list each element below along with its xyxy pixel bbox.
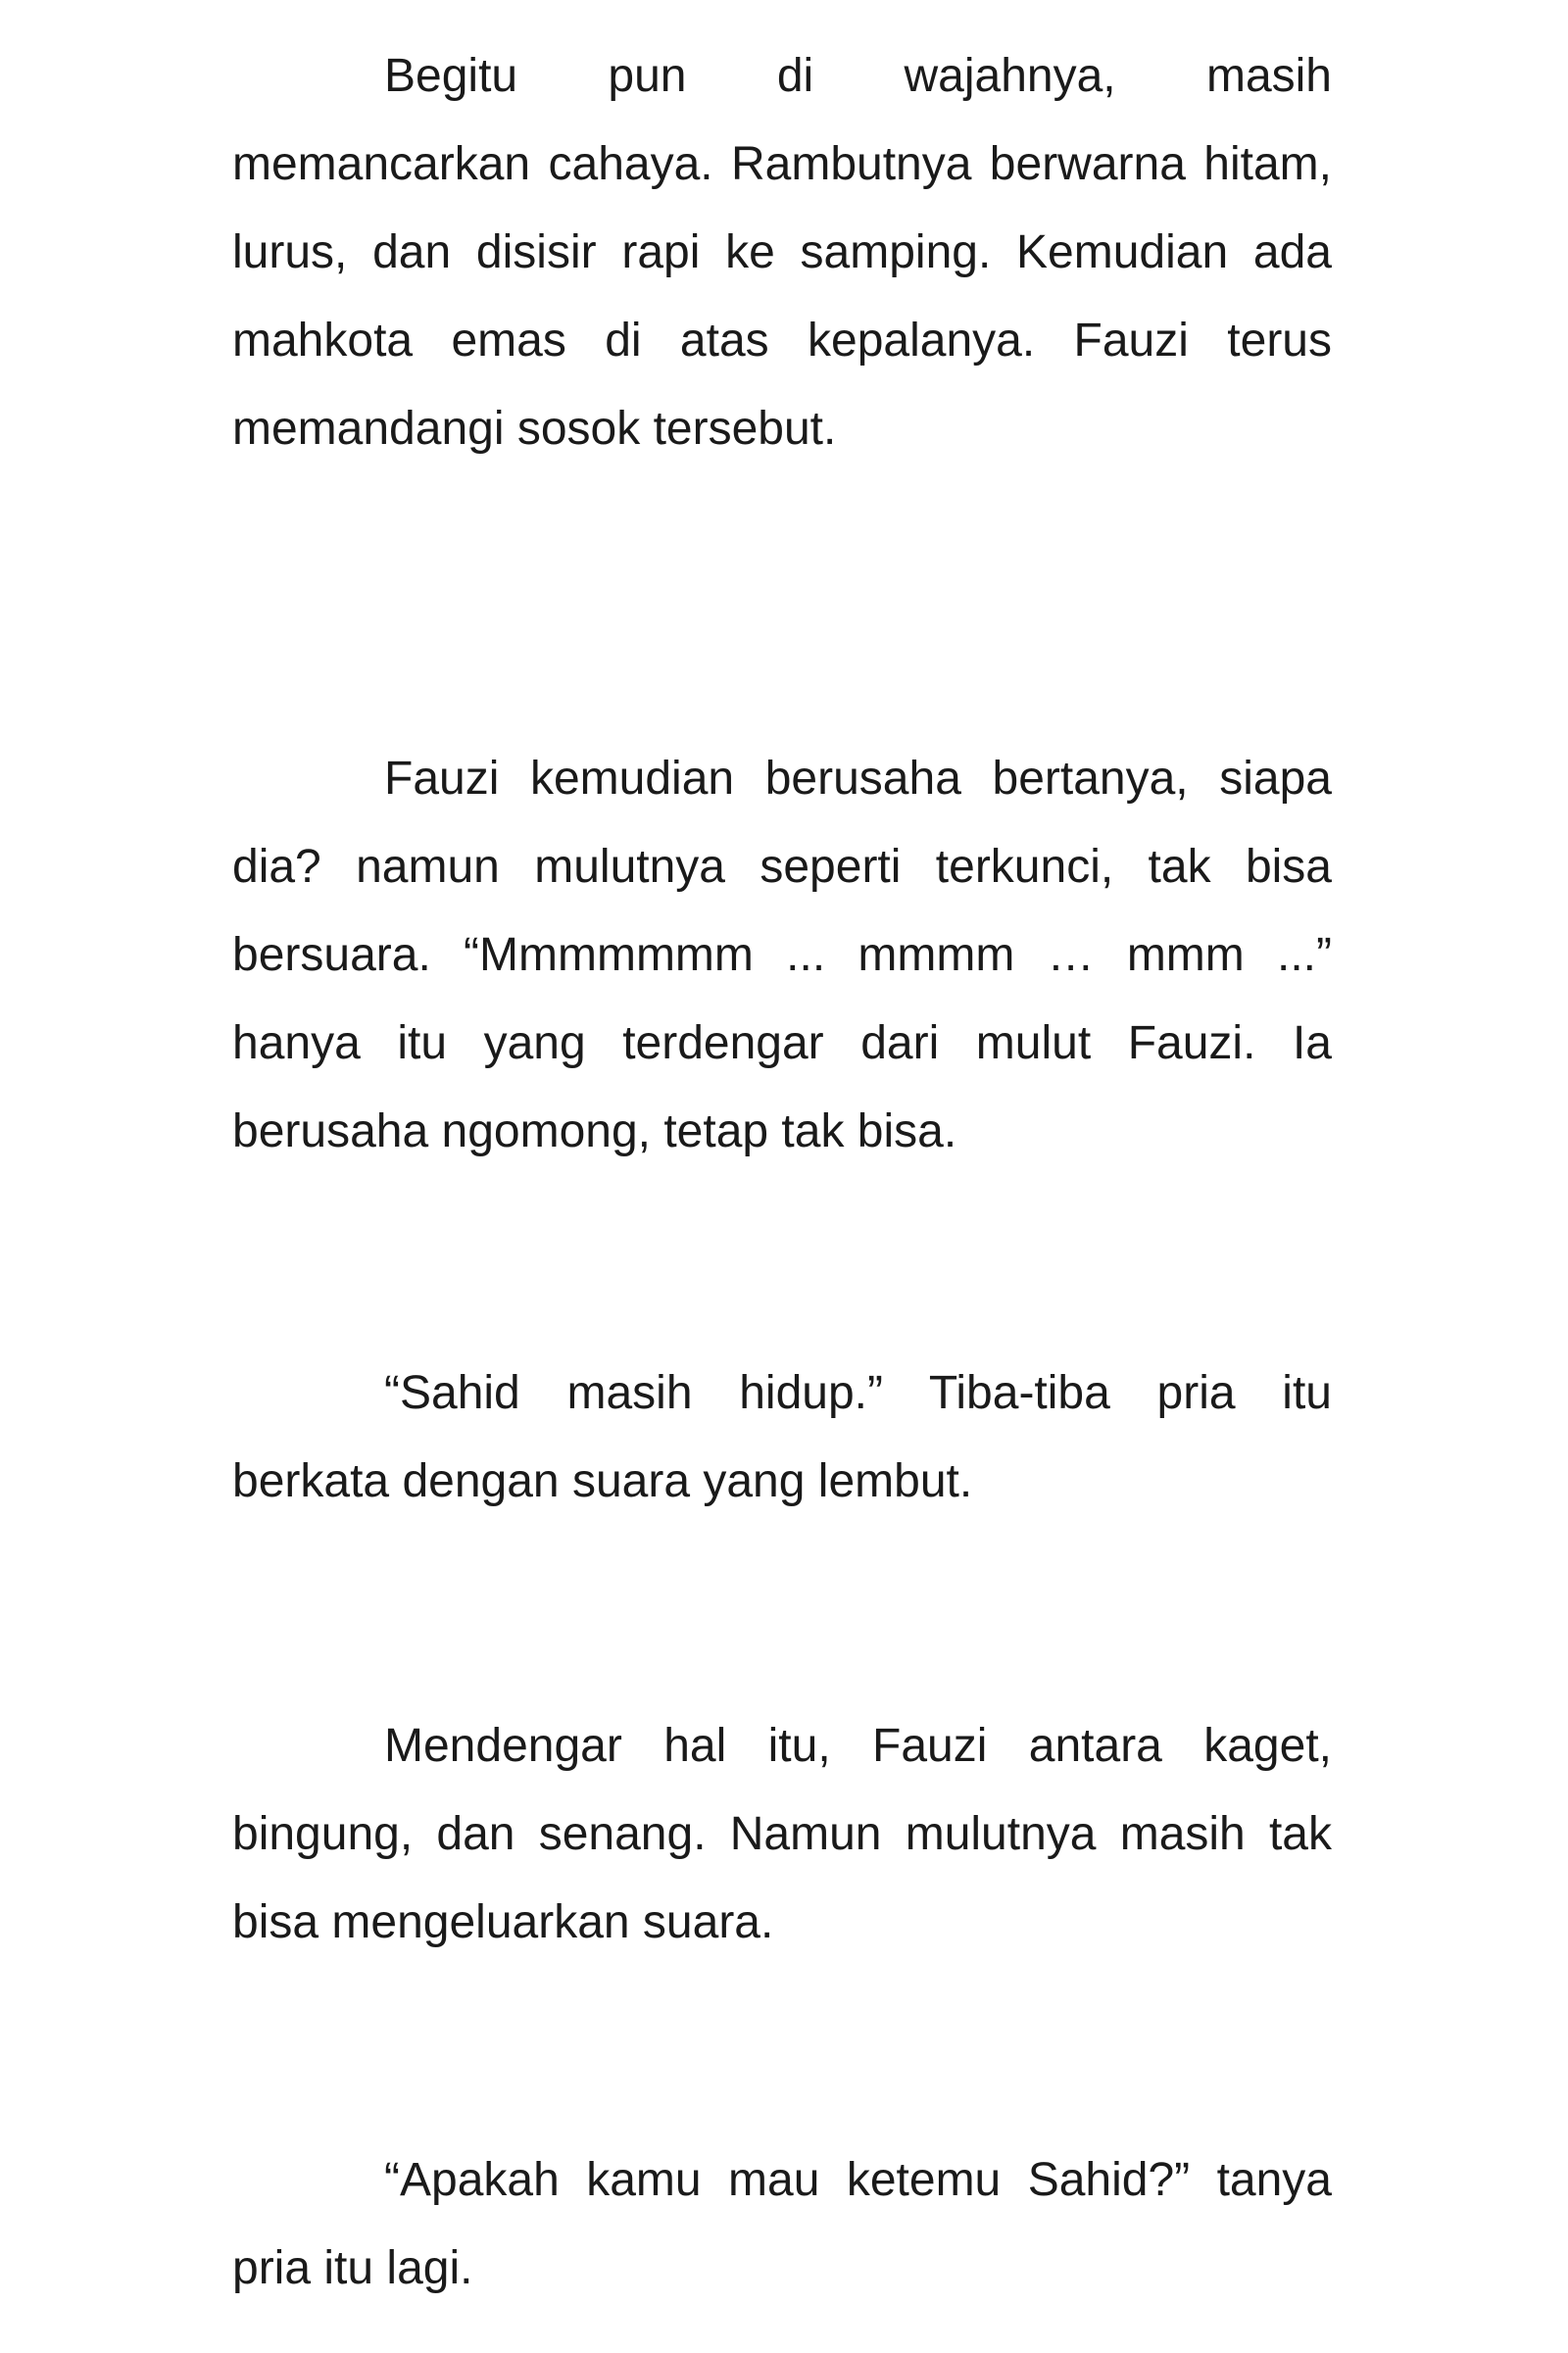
paragraph-1 [232,32,1332,473]
paragraph-2 [232,735,1332,1176]
paragraph-5 [232,2136,1332,2313]
paragraph-2-text: Fauzi kemudian berusaha bertanya, siapa dia? namun mulutnya seperti terkunci, tak bisa bersuara. “Mmmmmmm ... mmmm … mmm ...” hanya itu yang terdengar dari mulut Fauzi. Ia berusaha ngomong, tetap tak bisa. [232,753,1332,1157]
paragraph-3-text: “Sahid masih hidup.” Tiba-tiba pria itu berkata dengan suara yang lembut. [232,1367,1332,1507]
paragraph-1-text: Begitu pun di wajahnya, masih memancarkan cahaya. Rambutnya berwarna hitam, lurus, dan disisir rapi ke samping. Kemudian ada mahkota emas di atas kepalanya. Fauzi terus memandangi sosok tersebut. [232,50,1332,455]
paragraph-5-text: “Apakah kamu mau ketemu Sahid?” tanya pria itu lagi. [232,2154,1332,2294]
paragraph-4 [232,1702,1332,1967]
paragraph-3 [232,1349,1332,1526]
paragraph-4-text: Mendengar hal itu, Fauzi antara kaget, bingung, dan senang. Namun mulutnya masih tak bisa mengeluarkan suara. [232,1720,1332,1948]
